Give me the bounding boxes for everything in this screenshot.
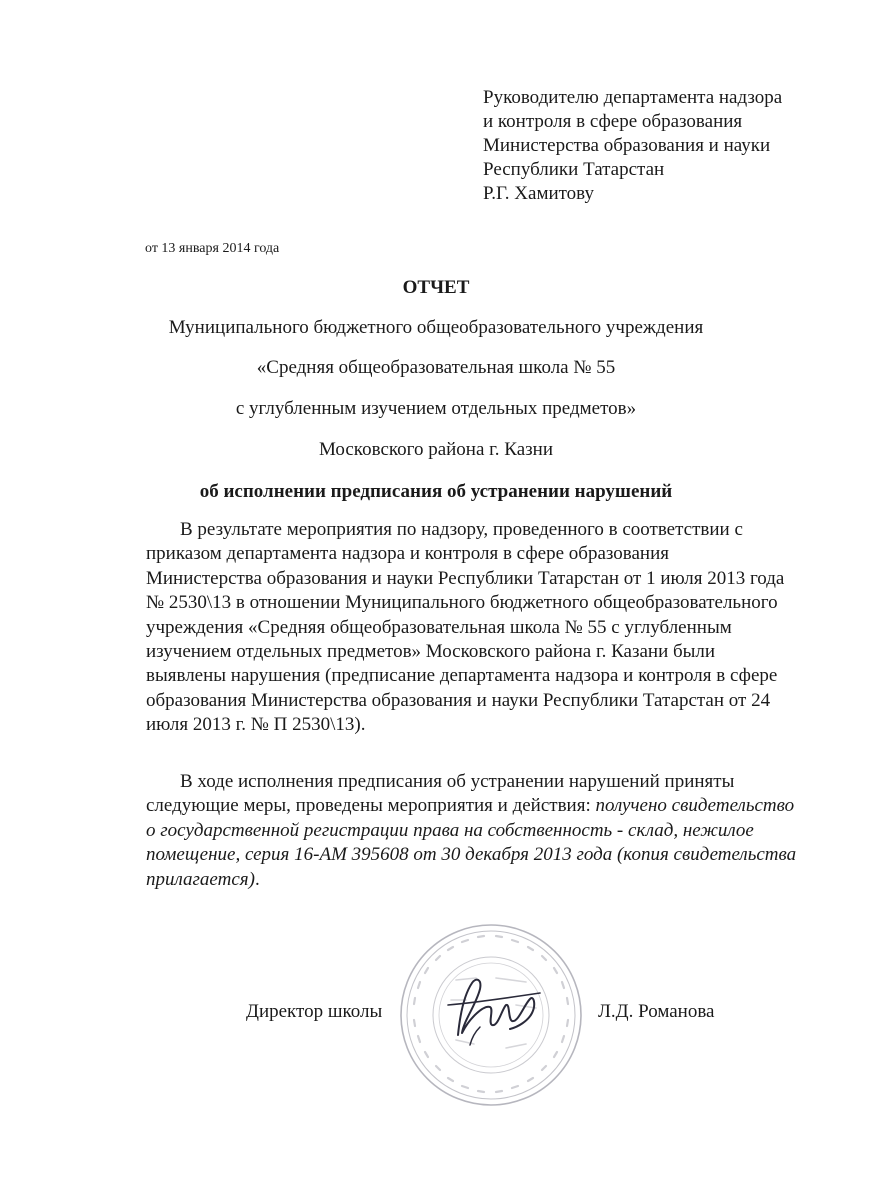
organization-line-4: Московского района г. Казни [318, 439, 554, 460]
paragraph-line: В результате мероприятия по надзору, проведенного в соответствии с [180, 519, 743, 540]
paragraph-line: о государственной регистрации права на собственность - склад, нежилое [146, 819, 754, 841]
paragraph-line: июля 2013 г. № П 2530\13). [146, 714, 366, 736]
addressee-line: Р.Г. Хамитову [483, 183, 595, 204]
addressee-line: Республики Татарстан [483, 159, 665, 180]
document-date: от 13 января 2014 года [145, 241, 280, 256]
paragraph-line: помещение, серия 16-АМ 395608 от 30 декабря 2013 года (копия свидетельства [146, 844, 797, 866]
paragraph-line: Министерства образования и науки Республики Татарстан от 1 июля 2013 года [146, 567, 785, 589]
paragraph-line: В ходе исполнения предписания об устранении нарушений приняты [180, 771, 735, 792]
paragraph-italic-text: получено свидетельство [595, 795, 795, 817]
signature-row [0, 1000, 872, 1030]
paragraph-italic-text: прилагается) [146, 868, 255, 890]
paragraph-measures [146, 770, 846, 892]
document-subject: об исполнении предписания об устранении нарушений [199, 481, 673, 502]
paragraph-line: № 2530\13 в отношении Муниципального бюджетного общеобразовательного [146, 592, 778, 614]
paragraph-text: следующие меры, проведены мероприятия и действия: [146, 795, 596, 817]
signatory-name: Л.Д. Романова [598, 1001, 715, 1022]
paragraph-line: образования Министерства образования и науки Республики Татарстан от 24 [146, 689, 771, 711]
paragraph-line: учреждения «Средняя общеобразовательная школа № 55 с углубленным [146, 616, 732, 638]
paragraph-findings [146, 518, 846, 738]
document-title: ОТЧЕТ [402, 277, 470, 298]
addressee-line: и контроля в сфере образования [483, 111, 743, 132]
paragraph-line [146, 794, 846, 818]
paragraph-line [146, 868, 846, 892]
paragraph-line: выявлены нарушения (предписание департамента надзора и контроля в сфере [146, 665, 778, 687]
paragraph-line: изучением отдельных предметов» Московского района г. Казани были [146, 641, 716, 663]
organization-line-2: «Средняя общеобразовательная школа № 55 [256, 357, 616, 378]
paragraph-line: приказом департамента надзора и контроля в сфере образования [146, 543, 670, 565]
signatory-role: Директор школы [246, 1001, 383, 1022]
paragraph-text: . [254, 868, 260, 890]
organization-line-1: Муниципального бюджетного общеобразовательного учреждения [168, 317, 704, 338]
addressee-block [483, 86, 843, 206]
addressee-line: Руководителю департамента надзора [483, 87, 783, 108]
addressee-line: Министерства образования и науки [483, 135, 771, 156]
organization-line-3: с углубленным изучением отдельных предметов» [235, 398, 637, 419]
